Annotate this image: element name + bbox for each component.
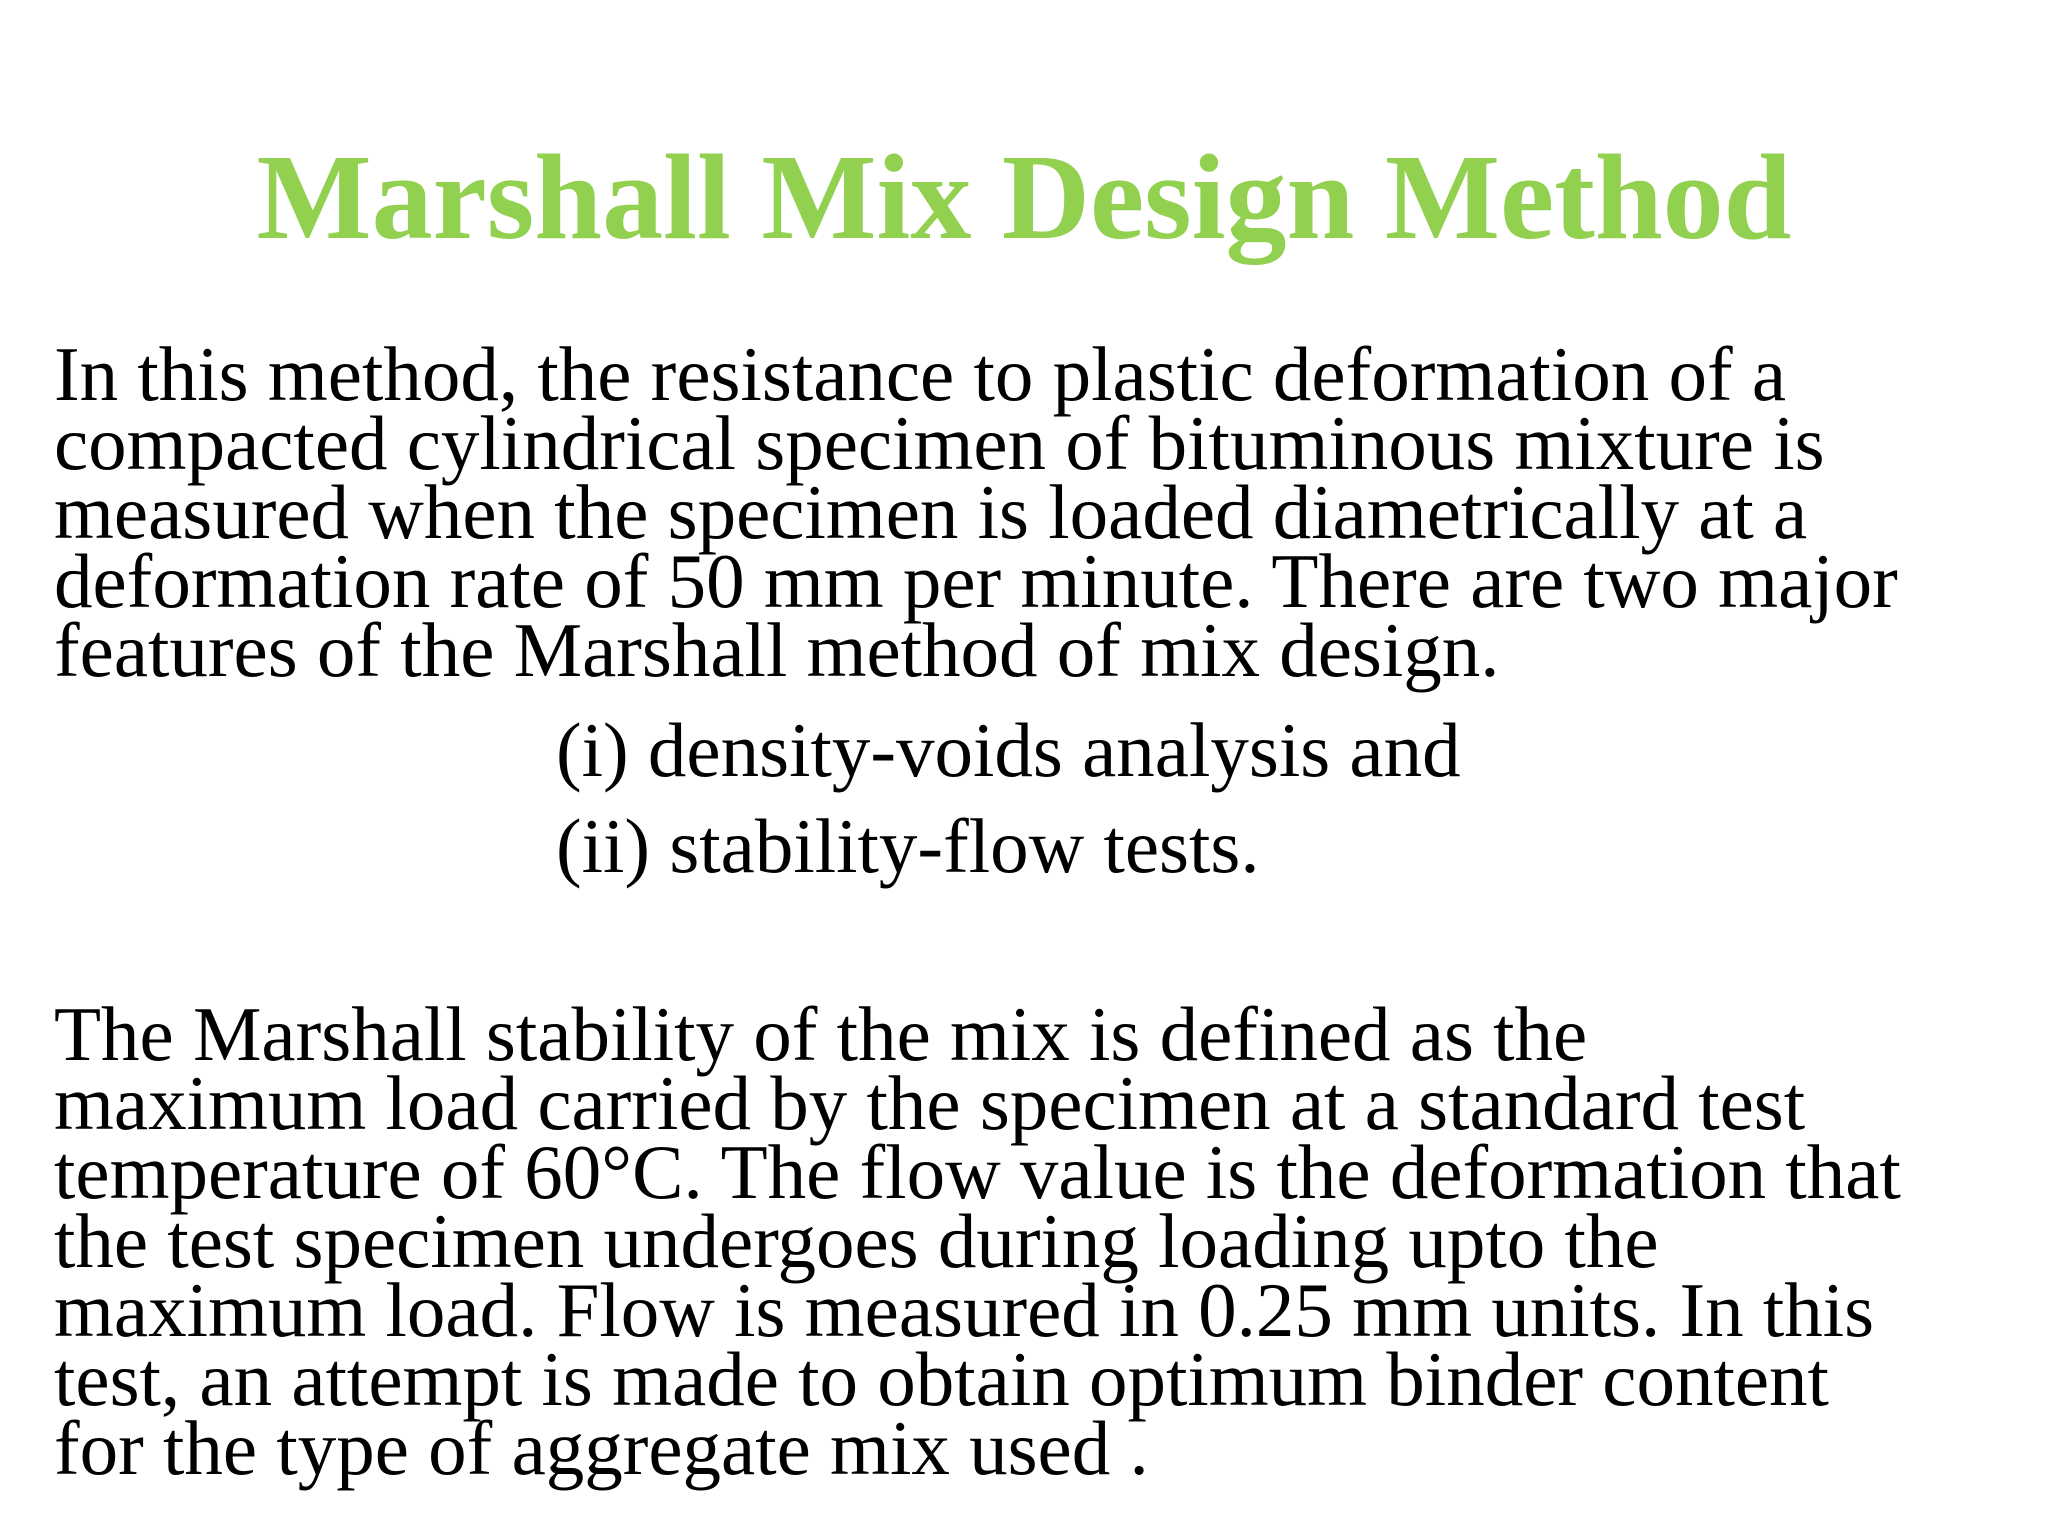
paragraph-line: deformation rate of 50 mm per minute. There are two major (54, 538, 1898, 624)
paragraph-line: maximum load. Flow is measured in 0.25 mm units. In this (54, 1267, 1875, 1353)
features-list (556, 702, 1461, 894)
paragraph-line: test, an attempt is made to obtain optimum binder content (54, 1336, 1829, 1422)
feature-item-stability-flow: (ii) stability-flow tests. (556, 803, 1260, 889)
stability-paragraph (54, 991, 2034, 1491)
slide-title: Marshall Mix Design Method (256, 130, 1792, 265)
paragraph-line: temperature of 60°C. The flow value is the deformation that (54, 1129, 1901, 1215)
feature-item-density-voids: (i) density-voids analysis and (556, 707, 1461, 793)
intro-paragraph (54, 331, 2034, 693)
paragraph-line: features of the Marshall method of mix design. (54, 607, 1500, 693)
paragraph-line: measured when the specimen is loaded diametrically at a (54, 469, 1808, 555)
paragraph-line: for the type of aggregate mix used . (54, 1405, 1149, 1491)
paragraph-line: The Marshall stability of the mix is defined as the (54, 991, 1588, 1077)
paragraph-line: compacted cylindrical specimen of bituminous mixture is (54, 400, 1825, 486)
paragraph-line: the test specimen undergoes during loading upto the (54, 1198, 1659, 1284)
paragraph-line: In this method, the resistance to plastic deformation of a (54, 331, 1787, 417)
paragraph-line: maximum load carried by the specimen at a standard test (54, 1060, 1806, 1146)
